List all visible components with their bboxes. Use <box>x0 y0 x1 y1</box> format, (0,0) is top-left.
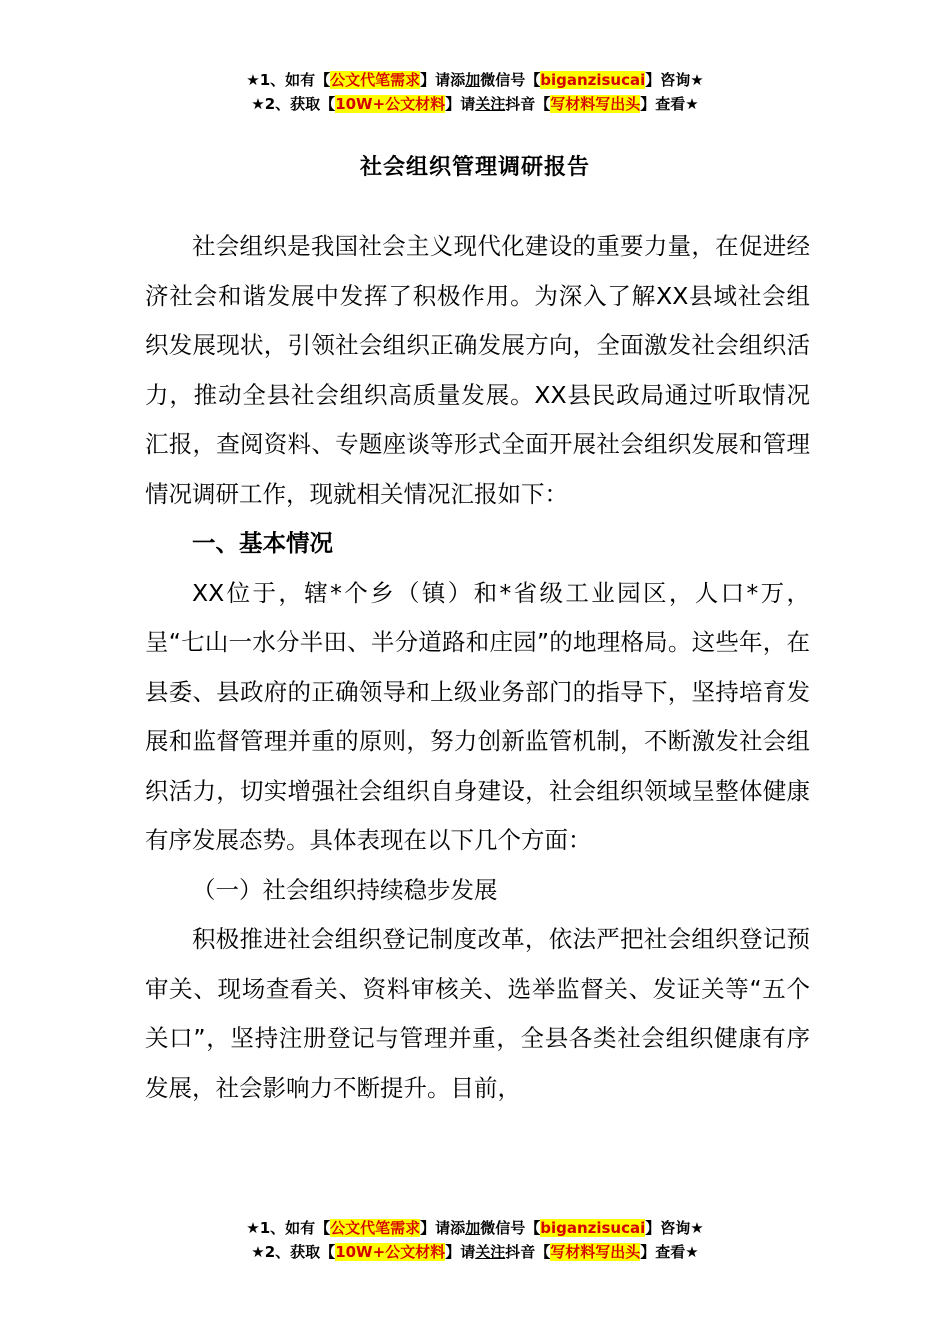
banner-text: 抖音【 <box>505 1243 551 1261</box>
banner-line-1 <box>0 68 950 92</box>
banner-emphasis: 关注 <box>475 1243 506 1261</box>
document-title: 社会组织管理调研报告 <box>359 155 590 180</box>
banner-text: 】咨询★ <box>645 1219 704 1237</box>
banner-line-1 <box>0 1216 950 1240</box>
banner-text: 微信号【 <box>480 71 541 89</box>
banner-highlight: 写材料写出头 <box>550 1243 641 1261</box>
banner-text: 】请 <box>445 95 476 113</box>
banner-text: ★2、获取【 <box>251 95 336 113</box>
banner-line-2 <box>0 1240 950 1264</box>
banner-highlight: 写材料写出头 <box>550 95 641 113</box>
banner-line-2 <box>0 92 950 116</box>
subsection-paragraph: 积极推进社会组织登记制度改革，依法严把社会组织登记预审关、现场查看关、资料审核关、选举监督关、发证关等“五个关口”，坚持注册登记与管理并重，全县各类社会组织健康有序发展，社会影响力不断提升。目前， <box>145 925 810 1102</box>
subsection-heading: （一）社会组织持续稳步发展 <box>192 875 498 904</box>
banner-highlight: 10W+公文材料 <box>335 95 446 113</box>
banner-text: 】请 <box>445 1243 476 1261</box>
intro-paragraph: 社会组织是我国社会主义现代化建设的重要力量，在促进经济社会和谐发展中发挥了积极作用。为深入了解XX县域社会组织发展现状，引领社会组织正确发展方向，全面激发社会组织活力，推动全县社会组织高质量发展。XX县民政局通过听取情况汇报，查阅资料、专题座谈等形式全面开展社会组织发展和管理情况调研工作，现就相关情况汇报如下： <box>145 232 810 508</box>
footer-banner <box>0 1216 950 1264</box>
banner-text: 抖音【 <box>505 95 551 113</box>
banner-highlight: 公文代笔需求 <box>330 71 421 89</box>
banner-text: ★2、获取【 <box>251 1243 336 1261</box>
document-body <box>145 222 810 1113</box>
banner-text: 】咨询★ <box>645 71 704 89</box>
banner-text: 微信号【 <box>480 1219 541 1237</box>
banner-text: ★1、如有【 <box>246 71 331 89</box>
banner-emphasis: 加 <box>465 1219 481 1237</box>
banner-text: 】查看★ <box>640 1243 699 1261</box>
banner-emphasis: 加 <box>465 71 481 89</box>
banner-text: ★1、如有【 <box>246 1219 331 1237</box>
banner-emphasis: 关注 <box>475 95 506 113</box>
banner-text: 】请添 <box>420 1219 466 1237</box>
section-paragraph: XX位于，辖*个乡（镇）和*省级工业园区，人口*万，呈“七山一水分半田、半分道路和庄园”的地理格局。这些年，在县委、县政府的正确领导和上级业务部门的指导下，坚持培育发展和监督管理并重的原则，努力创新监管机制，不断激发社会组织活力，切实增强社会组织自身建设，社会组织领域呈整体健康有序发展态势。具体表现在以下几个方面： <box>145 578 810 854</box>
banner-highlight: 10W+公文材料 <box>335 1243 446 1261</box>
header-banner <box>0 68 950 116</box>
banner-highlight: biganzisucai <box>540 1219 646 1237</box>
banner-text: 】请添 <box>420 71 466 89</box>
banner-highlight: 公文代笔需求 <box>330 1219 421 1237</box>
section-heading: 一、基本情况 <box>192 529 333 557</box>
banner-text: 】查看★ <box>640 95 699 113</box>
banner-highlight: biganzisucai <box>540 71 646 89</box>
